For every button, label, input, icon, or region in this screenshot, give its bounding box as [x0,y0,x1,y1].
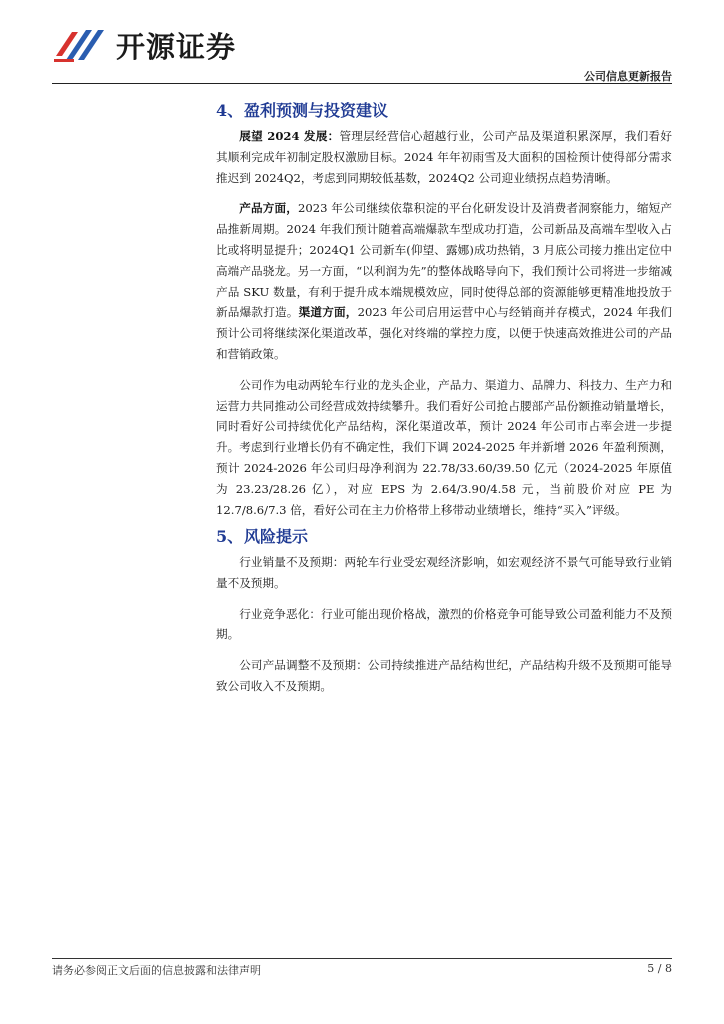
outlook-text: 管理层经营信心超越行业，公司产品及渠道积累深厚，我们看好其顺利完成年初制定股权激励目标。2024 年年初雨雪及大面积的国检预计使得部分需求推迟到 2024Q2，考虑到同期较低基数，2024Q2 公司迎业绩拐点趋势清晰。 [216,129,672,185]
risk-item: 公司产品调整不及预期：公司持续推进产品结构世纪，产品结构升级不及预期可能导致公司收入不及预期。 [216,658,672,693]
product-channel-paragraph [216,198,672,364]
product-lead: 产品方面， [239,201,298,216]
channel-text: 2023 年公司启用运营中心与经销商并存模式，2024 年我们预计公司将继续深化渠道改革，强化对终端的掌控力度，以便于快速高效推进公司的产品和营销政策。 [216,305,672,361]
section-5-heading [216,524,308,547]
report-type-label: 公司信息更新报告 [584,70,672,83]
footer-divider [52,958,672,959]
brand-name: 开源证券 [116,29,237,64]
header-divider [52,83,672,84]
brand-logo-icon [52,26,110,64]
section-5-title: 风险提示 [244,527,309,546]
outlook-paragraph [216,126,672,188]
section-5-number: 5、 [216,527,244,546]
page-number: 5 / 8 [647,962,672,975]
product-text: 2023 年公司继续依靠积淀的平台化研发设计及消费者洞察能力，缩短产品推新周期。2024 年我们预计随着高端爆款车型成功打造，公司新品及高端车型收入占比或将明显提升；2024Q1 公司新车(仰望、露娜)成功热销，3 月底公司接力推出定位中高端产品骁龙。另一方面，“以利润为先”的整体战略导向下，我们预计公司将进一步缩减产品 SKU 数量，有利于提升成本端规模效应，同时使得总部的资源能够更精准地投放于新品爆款打造。 [216,201,672,320]
section-4-title: 盈利预测与投资建议 [244,101,389,120]
risk-item: 行业销量不及预期：两轮车行业受宏观经济影响，如宏观经济不景气可能导致行业销量不及预期。 [216,555,672,590]
outlook-lead: 展望 2024 发展： [239,129,340,143]
channel-lead: 渠道方面， [298,305,358,320]
section-4-heading [216,98,388,121]
risk-list [216,552,672,697]
footer-disclaimer: 请务必参阅正文后面的信息披露和法律声明 [52,964,261,977]
forecast-paragraph: 公司作为电动两轮车行业的龙头企业，产品力、渠道力、品牌力、科技力、生产力和运营力共同推动公司经营成效持续攀升。我们看好公司抢占腰部产品份额推动销量增长，同时看好公司持续优化产品结构，深化渠道改革，预计 2024 年公司市占率会进一步提升。考虑到行业增长仍有不确定性，我们下调 2024-2025 年并新增 2026 年盈利预测，预计 2024-2026 年公司归母净利润为 22.78/33.60/39.50 亿元（2024-2025 年原值为 23.23/28.26 亿），对应 EPS 为 2.64/3.90/4.58 元，当前股价对应 PE 为 12.7/8.6/7.3 倍，看好公司在主力价格带上移带动业绩增长，维持“买入”评级。 [216,377,672,517]
section-4-number: 4、 [216,101,244,120]
risk-item: 行业竞争恶化：行业可能出现价格战，激烈的价格竞争可能导致公司盈利能力不及预期。 [216,606,672,642]
brand-logo [52,26,236,64]
section-4-body [216,126,672,520]
